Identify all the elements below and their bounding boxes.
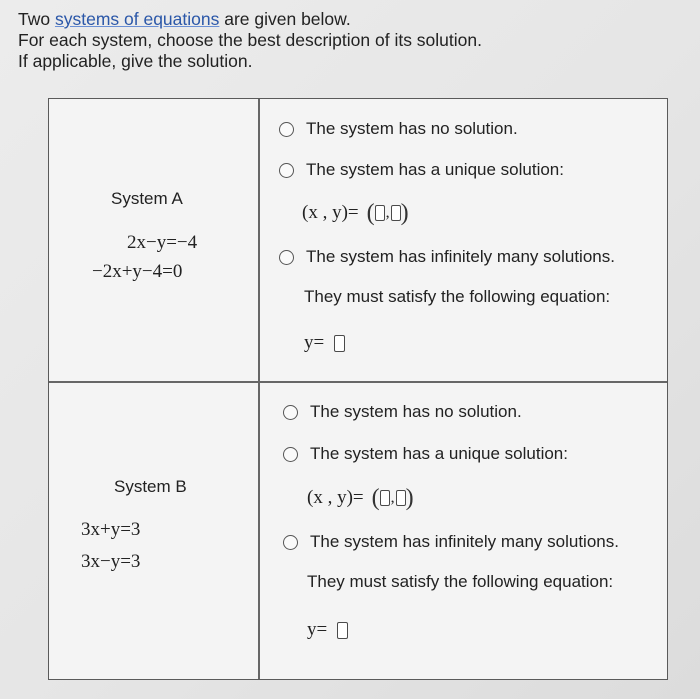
system-b-y-equation — [307, 619, 348, 641]
system-b-option-no-solution[interactable] — [283, 402, 522, 422]
radio-button[interactable] — [279, 250, 294, 265]
system-b-y-equation-input[interactable] — [337, 622, 348, 639]
row-divider — [49, 381, 667, 383]
intro-line-3: If applicable, give the solution. — [18, 51, 253, 71]
system-b-x-input[interactable] — [380, 490, 390, 506]
close-paren: ) — [405, 485, 414, 511]
systems-of-equations-link[interactable]: systems of equations — [54, 9, 220, 29]
xy-label: (x , y)= — [302, 202, 359, 223]
open-paren: ( — [366, 200, 375, 226]
option-label: The system has a unique solution: — [310, 444, 568, 463]
open-paren: ( — [371, 485, 380, 511]
system-a-y-input[interactable] — [391, 205, 401, 221]
option-label: The system has infinitely many solutions. — [310, 532, 619, 551]
system-b-option-infinite-solutions[interactable] — [283, 532, 619, 552]
radio-button[interactable] — [283, 405, 298, 420]
system-a-title: System A — [111, 189, 183, 208]
close-paren: ) — [400, 200, 409, 226]
y-label: y= — [307, 619, 328, 640]
system-a-y-equation — [304, 332, 345, 354]
y-label: y= — [304, 332, 325, 353]
radio-button[interactable] — [283, 535, 298, 550]
option-label: The system has no solution. — [306, 119, 518, 138]
option-label: The system has no solution. — [310, 402, 522, 421]
system-a-x-input[interactable] — [375, 205, 385, 221]
comma: , — [385, 204, 390, 221]
ordered-pair-input — [371, 485, 414, 511]
xy-label: (x , y)= — [307, 487, 364, 508]
column-divider — [258, 99, 260, 679]
intro-text: are given below. — [219, 9, 351, 29]
system-a-y-equation-input[interactable] — [334, 335, 345, 352]
system-a-must-satisfy-text: They must satisfy the following equation: — [304, 287, 611, 306]
radio-button[interactable] — [283, 447, 298, 462]
system-a-equation-1: 2x−y=−4 — [127, 232, 198, 253]
system-b-equation-2: 3x−y=3 — [81, 551, 141, 572]
option-label: The system has a unique solution: — [306, 160, 564, 179]
comma: , — [390, 489, 395, 506]
system-b-option-unique-solution[interactable] — [283, 444, 568, 464]
system-b-y-input[interactable] — [396, 490, 406, 506]
problem-intro — [18, 9, 482, 72]
system-b-xy-answer — [307, 487, 414, 509]
system-a-xy-answer — [302, 202, 409, 224]
option-label: The system has infinitely many solutions. — [306, 247, 615, 266]
system-b-must-satisfy-text: They must satisfy the following equation: — [307, 572, 614, 591]
radio-button[interactable] — [279, 163, 294, 178]
system-b-equation-1: 3x+y=3 — [81, 519, 141, 540]
system-a-equation-2: −2x+y−4=0 — [92, 261, 183, 282]
radio-button[interactable] — [279, 122, 294, 137]
system-a-option-unique-solution[interactable] — [279, 160, 564, 180]
system-a-option-no-solution[interactable] — [279, 119, 518, 139]
systems-table — [48, 98, 668, 680]
ordered-pair-input — [366, 200, 409, 226]
intro-line-1 — [18, 9, 482, 30]
intro-text: Two — [18, 9, 55, 29]
system-b-title: System B — [114, 477, 187, 496]
system-a-option-infinite-solutions[interactable] — [279, 247, 615, 267]
intro-line-2: For each system, choose the best description of its solution. — [18, 30, 482, 50]
